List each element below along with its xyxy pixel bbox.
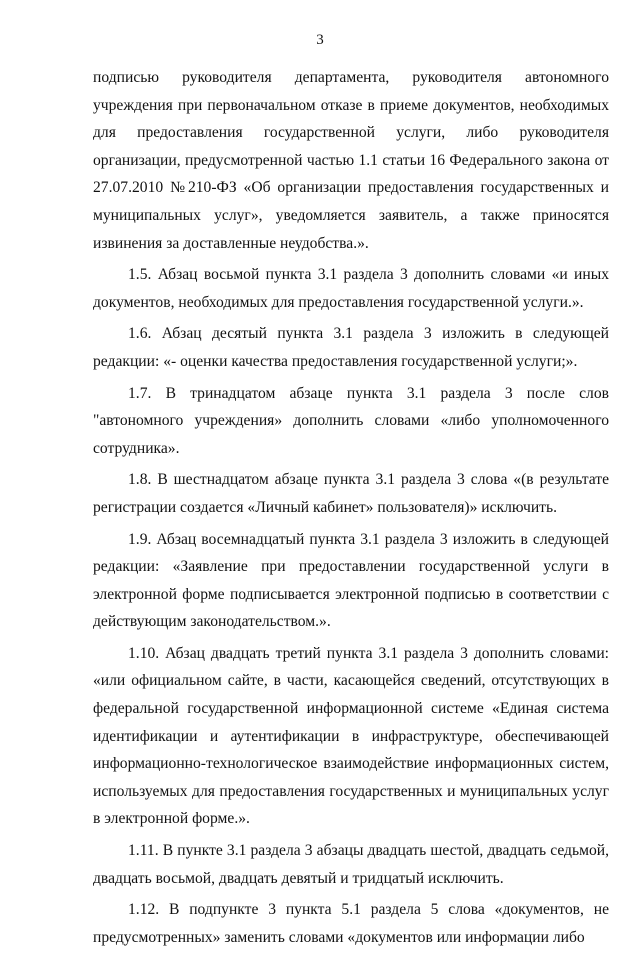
paragraph-1-6: 1.6. Абзац десятый пункта 3.1 раздела 3 изложить в следующей редакции: «- оценки качества предоставления государственной услуги;». <box>93 325 609 370</box>
paragraph-1-10: 1.10. Абзац двадцать третий пункта 3.1 раздела 3 дополнить словами: «или официальном сайте, в части, касающейся сведений, отсутствующих в федеральной государственной информационной системе «Единая система идентификации и аутентификации в инфраструктуре, обеспечивающей информационно-технологическое взаимодействие информационных систем, используемых для предоставления государственных и муниципальных услуг в электронной форме.». <box>93 644 609 828</box>
paragraph-1-11: 1.11. В пункте 3.1 раздела 3 абзацы двадцать шестой, двадцать седьмой, двадцать восьмой, двадцать девятый и тридцатый исключить. <box>93 842 609 887</box>
document-body <box>93 64 609 955</box>
paragraph-1-7: 1.7. В тринадцатом абзаце пункта 3.1 раздела 3 после слов "автономного учреждения» дополнить словами «либо уполномоченного сотрудника». <box>93 384 609 457</box>
paragraph-1-12: 1.12. В подпункте 3 пункта 5.1 раздела 5 слова «документов, не предусмотренных» заменить словами «документов или информации либо <box>93 901 609 946</box>
paragraph-continuation: подписью руководителя департамента, руководителя автономного учреждения при первоначальном отказе в приеме документов, необходимых для предоставления государственной услуги, либо руководителя организации, предусмотренной частью 1.1 статьи 16 Федерального закона от 27.07.2010 №210-ФЗ «Об организации предоставления государственных и муниципальных услуг», уведомляется заявитель, а также приносятся извинения за доставленные неудобства.». <box>93 69 609 252</box>
paragraph-1-9: 1.9. Абзац восемнадцатый пункта 3.1 раздела 3 изложить в следующей редакции: «Заявление при предоставлении государственной услуги в электронной форме подписывается электронной подписью в соответствии с действующим законодательством.». <box>93 530 609 631</box>
paragraph-1-5: 1.5. Абзац восьмой пункта 3.1 раздела 3 дополнить словами «и иных документов, необходимых для предоставления государственной услуги.». <box>93 266 609 311</box>
page-number: 3 <box>316 32 324 48</box>
paragraph-1-8: 1.8. В шестнадцатом абзаце пункта 3.1 раздела 3 слова «(в результате регистрации создается «Личный кабинет» пользователя)» исключить. <box>93 471 609 516</box>
